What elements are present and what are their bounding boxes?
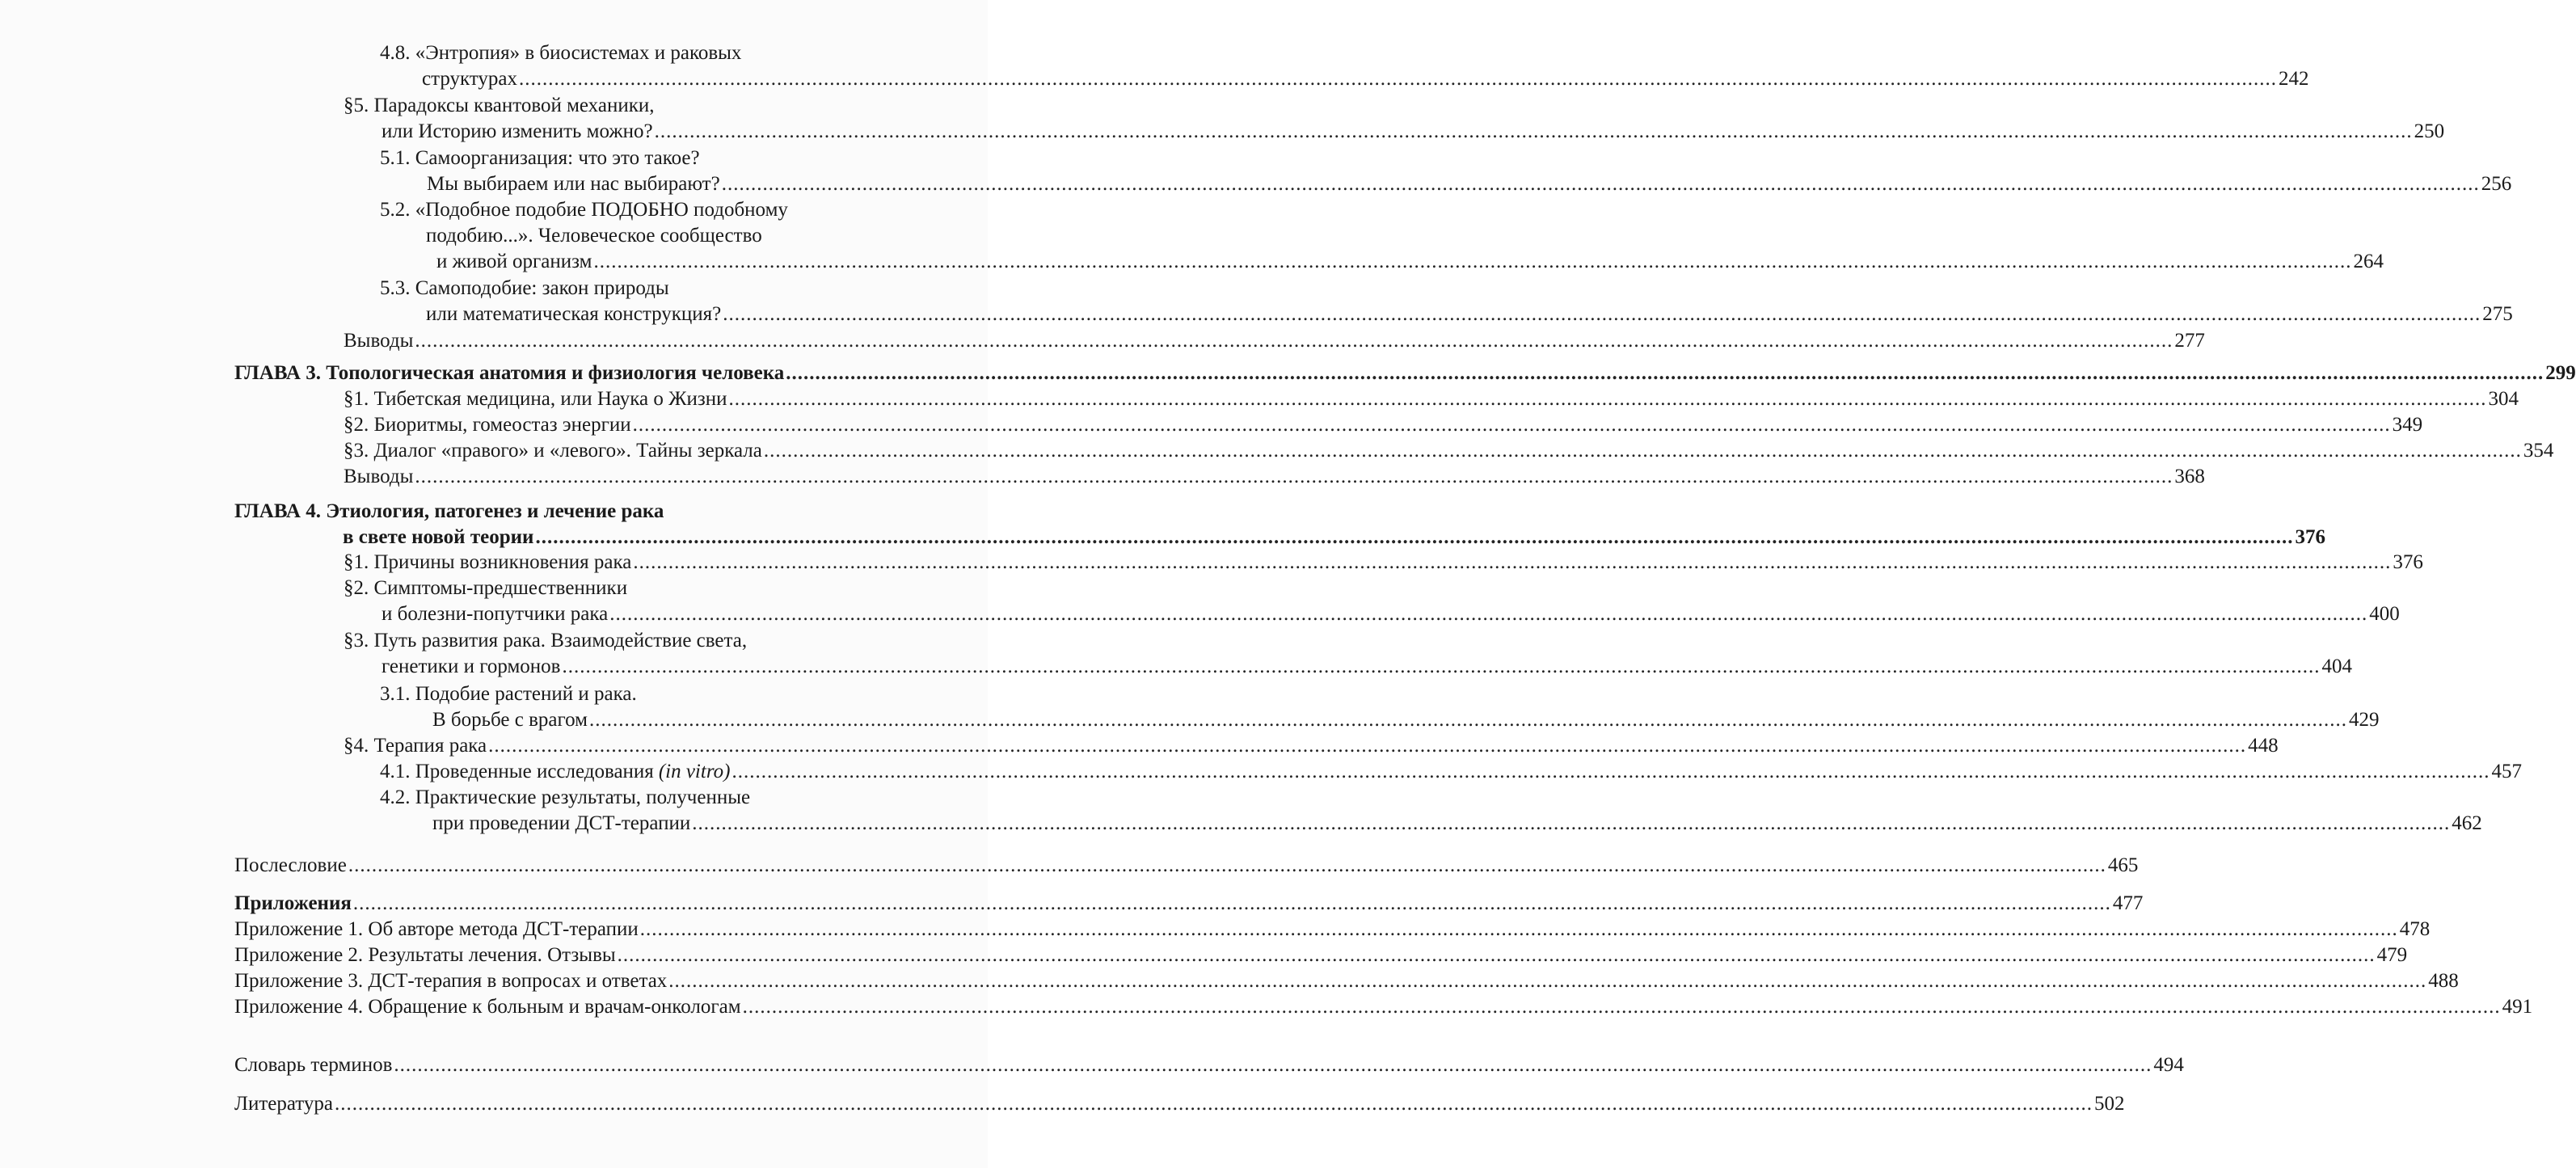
dot-leader: ............................................................................................................................................................................................................................................................................................................ <box>589 709 2348 731</box>
toc-entry-title: и болезни-попутчики рака <box>382 603 609 625</box>
toc-page-number: 477 <box>2112 892 2144 914</box>
toc-line <box>234 917 2431 942</box>
toc-entry-title: 5.3. Самоподобие: закон природы <box>380 277 669 299</box>
toc-line <box>234 1091 2125 1117</box>
toc-entry-title: Приложение 2. Результаты лечения. Отзывы <box>234 944 616 966</box>
toc-page-number: 354 <box>2523 440 2554 462</box>
toc-line <box>234 994 2533 1020</box>
toc-page-number: 488 <box>2428 970 2459 992</box>
toc-page-number: 465 <box>2107 854 2139 876</box>
toc-line <box>343 525 2325 550</box>
toc-entry-title: Приложение 4. Обращение к больным и врачам-онкологам <box>234 996 741 1018</box>
toc-line <box>344 438 2554 464</box>
dot-leader: ............................................................................................................................................................................................................................................................................................................ <box>763 440 2522 462</box>
toc-line <box>234 853 2139 879</box>
toc-line <box>344 628 747 654</box>
toc-entry-title: генетики и гормонов <box>382 656 561 677</box>
toc-entry-title: в свете новой теории <box>343 526 534 548</box>
toc-page-number: 242 <box>2279 68 2309 90</box>
toc-entry-title: Выводы <box>344 330 414 352</box>
toc-page-number: 494 <box>2153 1054 2184 1076</box>
toc-entry-title: §2. Симптомы-предшественники <box>344 577 628 599</box>
toc-line <box>380 785 750 811</box>
dot-leader: ............................................................................................................................................................................................................................................................................................................ <box>639 918 2398 940</box>
toc-page-number: 275 <box>2482 303 2513 325</box>
toc-entry-title: §3. Диалог «правого» и «левого». Тайны зеркала <box>344 440 762 462</box>
toc-entry-title: 5.1. Самоорганизация: что это такое? <box>380 147 700 169</box>
toc-entry-title: 4.1. Проведенные исследования <box>380 761 654 782</box>
toc-line <box>380 759 2522 785</box>
dot-leader: ............................................................................................................................................................................................................................................................................................................ <box>721 173 2480 195</box>
dot-leader: ............................................................................................................................................................................................................................................................................................................ <box>593 251 2352 272</box>
toc-line <box>380 276 669 301</box>
toc-page-number: 376 <box>2393 551 2423 573</box>
toc-entry-title: Послесловие <box>234 854 347 876</box>
toc-entry-title: или Историю изменить можно? <box>382 120 653 142</box>
toc-page-number: 250 <box>2414 120 2445 142</box>
toc-entry-title: §2. Биоритмы, гомеостаз энергии <box>344 414 631 436</box>
toc-line <box>344 93 654 119</box>
dot-leader: ............................................................................................................................................................................................................................................................................................................ <box>617 944 2376 966</box>
toc-page-number: 349 <box>2392 414 2423 436</box>
toc-entry-title: Приложение 3. ДСТ-терапия в вопросах и ответах <box>234 970 668 992</box>
dot-leader: ............................................................................................................................................................................................................................................................................................................ <box>348 854 2106 876</box>
toc-line <box>422 66 2309 92</box>
dot-leader: ............................................................................................................................................................................................................................................................................................................ <box>731 761 2490 782</box>
dot-leader: ............................................................................................................................................................................................................................................................................................................ <box>723 303 2481 325</box>
toc-entry-title: §1. Тибетская медицина, или Наука о Жизни <box>344 388 727 410</box>
toc-line <box>344 576 627 601</box>
toc-entry-title: или математическая конструкция? <box>426 303 722 325</box>
toc-line <box>234 968 2459 994</box>
toc-entry-title: структурах <box>422 68 518 90</box>
dot-leader: ............................................................................................................................................................................................................................................................................................................ <box>654 120 2413 142</box>
toc-page-number: 256 <box>2481 173 2512 195</box>
toc-page-number: 368 <box>2174 466 2205 487</box>
dot-leader: ............................................................................................................................................................................................................................................................................................................ <box>609 603 2368 625</box>
dot-leader: ............................................................................................................................................................................................................................................................................................................ <box>786 362 2544 384</box>
toc-page-number: 400 <box>2369 603 2400 625</box>
toc-entry-title: §5. Парадоксы квантовой механики, <box>344 95 655 116</box>
toc-page-number: 462 <box>2452 812 2482 834</box>
dot-leader: ............................................................................................................................................................................................................................................................................................................ <box>535 526 2294 548</box>
toc-page-number: 478 <box>2399 918 2431 940</box>
toc-line <box>432 707 2380 733</box>
toc-line <box>344 328 2205 354</box>
dot-leader: ............................................................................................................................................................................................................................................................................................................ <box>394 1054 2152 1076</box>
dot-leader: ............................................................................................................................................................................................................................................................................................................ <box>692 812 2451 834</box>
toc-entry-title: Литература <box>234 1093 333 1115</box>
toc-page-number: 429 <box>2349 709 2380 731</box>
toc-page-number: 491 <box>2502 996 2533 1018</box>
toc-entry-title: подобию...». Человеческое сообщество <box>426 225 762 247</box>
dot-leader: ............................................................................................................................................................................................................................................................................................................ <box>728 388 2487 410</box>
toc-entry-title: 4.8. «Энтропия» в биосистемах и раковых <box>380 42 742 64</box>
toc-entry-title: 3.1. Подобие растений и рака. <box>380 683 637 705</box>
dot-leader: ............................................................................................................................................................................................................................................................................................................ <box>742 996 2501 1018</box>
toc-line <box>380 145 700 171</box>
toc-entry-title: ГЛАВА 4. Этиология, патогенез и лечение рака <box>234 500 664 522</box>
toc-entry-italic-note: (in vitro) <box>658 761 731 782</box>
dot-leader: ............................................................................................................................................................................................................................................................................................................ <box>352 892 2111 914</box>
toc-line <box>344 464 2205 490</box>
toc-entry-title: §1. Причины возникновения рака <box>344 551 632 573</box>
dot-leader: ............................................................................................................................................................................................................................................................................................................ <box>632 414 2391 436</box>
toc-entry-title: при проведении ДСТ-терапии <box>432 812 691 834</box>
toc-page-number: 264 <box>2353 251 2384 272</box>
dot-leader: ............................................................................................................................................................................................................................................................................................................ <box>668 970 2427 992</box>
toc-line <box>234 499 664 525</box>
toc-line <box>380 197 788 223</box>
toc-entry-title: Приложение 1. Об авторе метода ДСТ-терапии <box>234 918 639 940</box>
toc-line <box>426 301 2513 327</box>
toc-page-number: 479 <box>2376 944 2408 966</box>
toc-page-number: 404 <box>2321 656 2352 677</box>
toc-line <box>436 249 2384 275</box>
toc-line <box>234 942 2408 968</box>
toc-entry-title: §3. Путь развития рака. Взаимодействие света, <box>344 630 748 651</box>
toc-page-number: 448 <box>2248 735 2279 757</box>
toc-entry-title: Выводы <box>344 466 414 487</box>
toc-line <box>344 412 2423 438</box>
dot-leader: ............................................................................................................................................................................................................................................................................................................ <box>335 1093 2093 1115</box>
toc-line <box>382 601 2400 627</box>
toc-entry-title: Словарь терминов <box>234 1054 393 1076</box>
toc-line <box>344 550 2423 576</box>
toc-line <box>344 733 2279 759</box>
toc-line <box>382 654 2352 680</box>
dot-leader: ............................................................................................................................................................................................................................................................................................................ <box>415 330 2173 352</box>
toc-line <box>382 119 2445 145</box>
toc-line <box>234 1052 2184 1078</box>
toc-entry-title: 4.2. Практические результаты, полученные <box>380 786 751 808</box>
toc-line <box>427 171 2512 197</box>
toc-page-number: 457 <box>2491 761 2522 782</box>
toc-line <box>380 40 741 66</box>
dot-leader: ............................................................................................................................................................................................................................................................................................................ <box>488 735 2247 757</box>
toc-entry-title: ГЛАВА 3. Топологическая анатомия и физиология человека <box>234 362 785 384</box>
toc-line <box>426 223 762 249</box>
toc-entry-title: и живой организм <box>436 251 592 272</box>
toc-page-number: 502 <box>2094 1093 2125 1115</box>
toc-page-number: 299 <box>2545 362 2576 384</box>
dot-leader: ............................................................................................................................................................................................................................................................................................................ <box>562 656 2321 677</box>
toc-page-number: 376 <box>2295 526 2325 548</box>
toc-line <box>344 386 2519 412</box>
toc-entry-title: Приложения <box>234 892 352 914</box>
toc-entry-title: §4. Терапия рака <box>344 735 487 757</box>
toc-line <box>380 681 637 707</box>
toc-entry-title: Мы выбираем или нас выбирают? <box>427 173 720 195</box>
toc-entry-title: 5.2. «Подобное подобие ПОДОБНО подобному <box>380 199 788 221</box>
toc-entry-title: В борьбе с врагом <box>432 709 588 731</box>
toc-page-number: 304 <box>2488 388 2519 410</box>
dot-leader: ............................................................................................................................................................................................................................................................................................................ <box>415 466 2173 487</box>
toc-line <box>432 811 2482 837</box>
dot-leader: ............................................................................................................................................................................................................................................................................................................ <box>519 68 2278 90</box>
dot-leader: ............................................................................................................................................................................................................................................................................................................ <box>633 551 2392 573</box>
toc-line <box>234 891 2144 917</box>
toc-line <box>234 361 2576 386</box>
toc-page-number: 277 <box>2174 330 2205 352</box>
